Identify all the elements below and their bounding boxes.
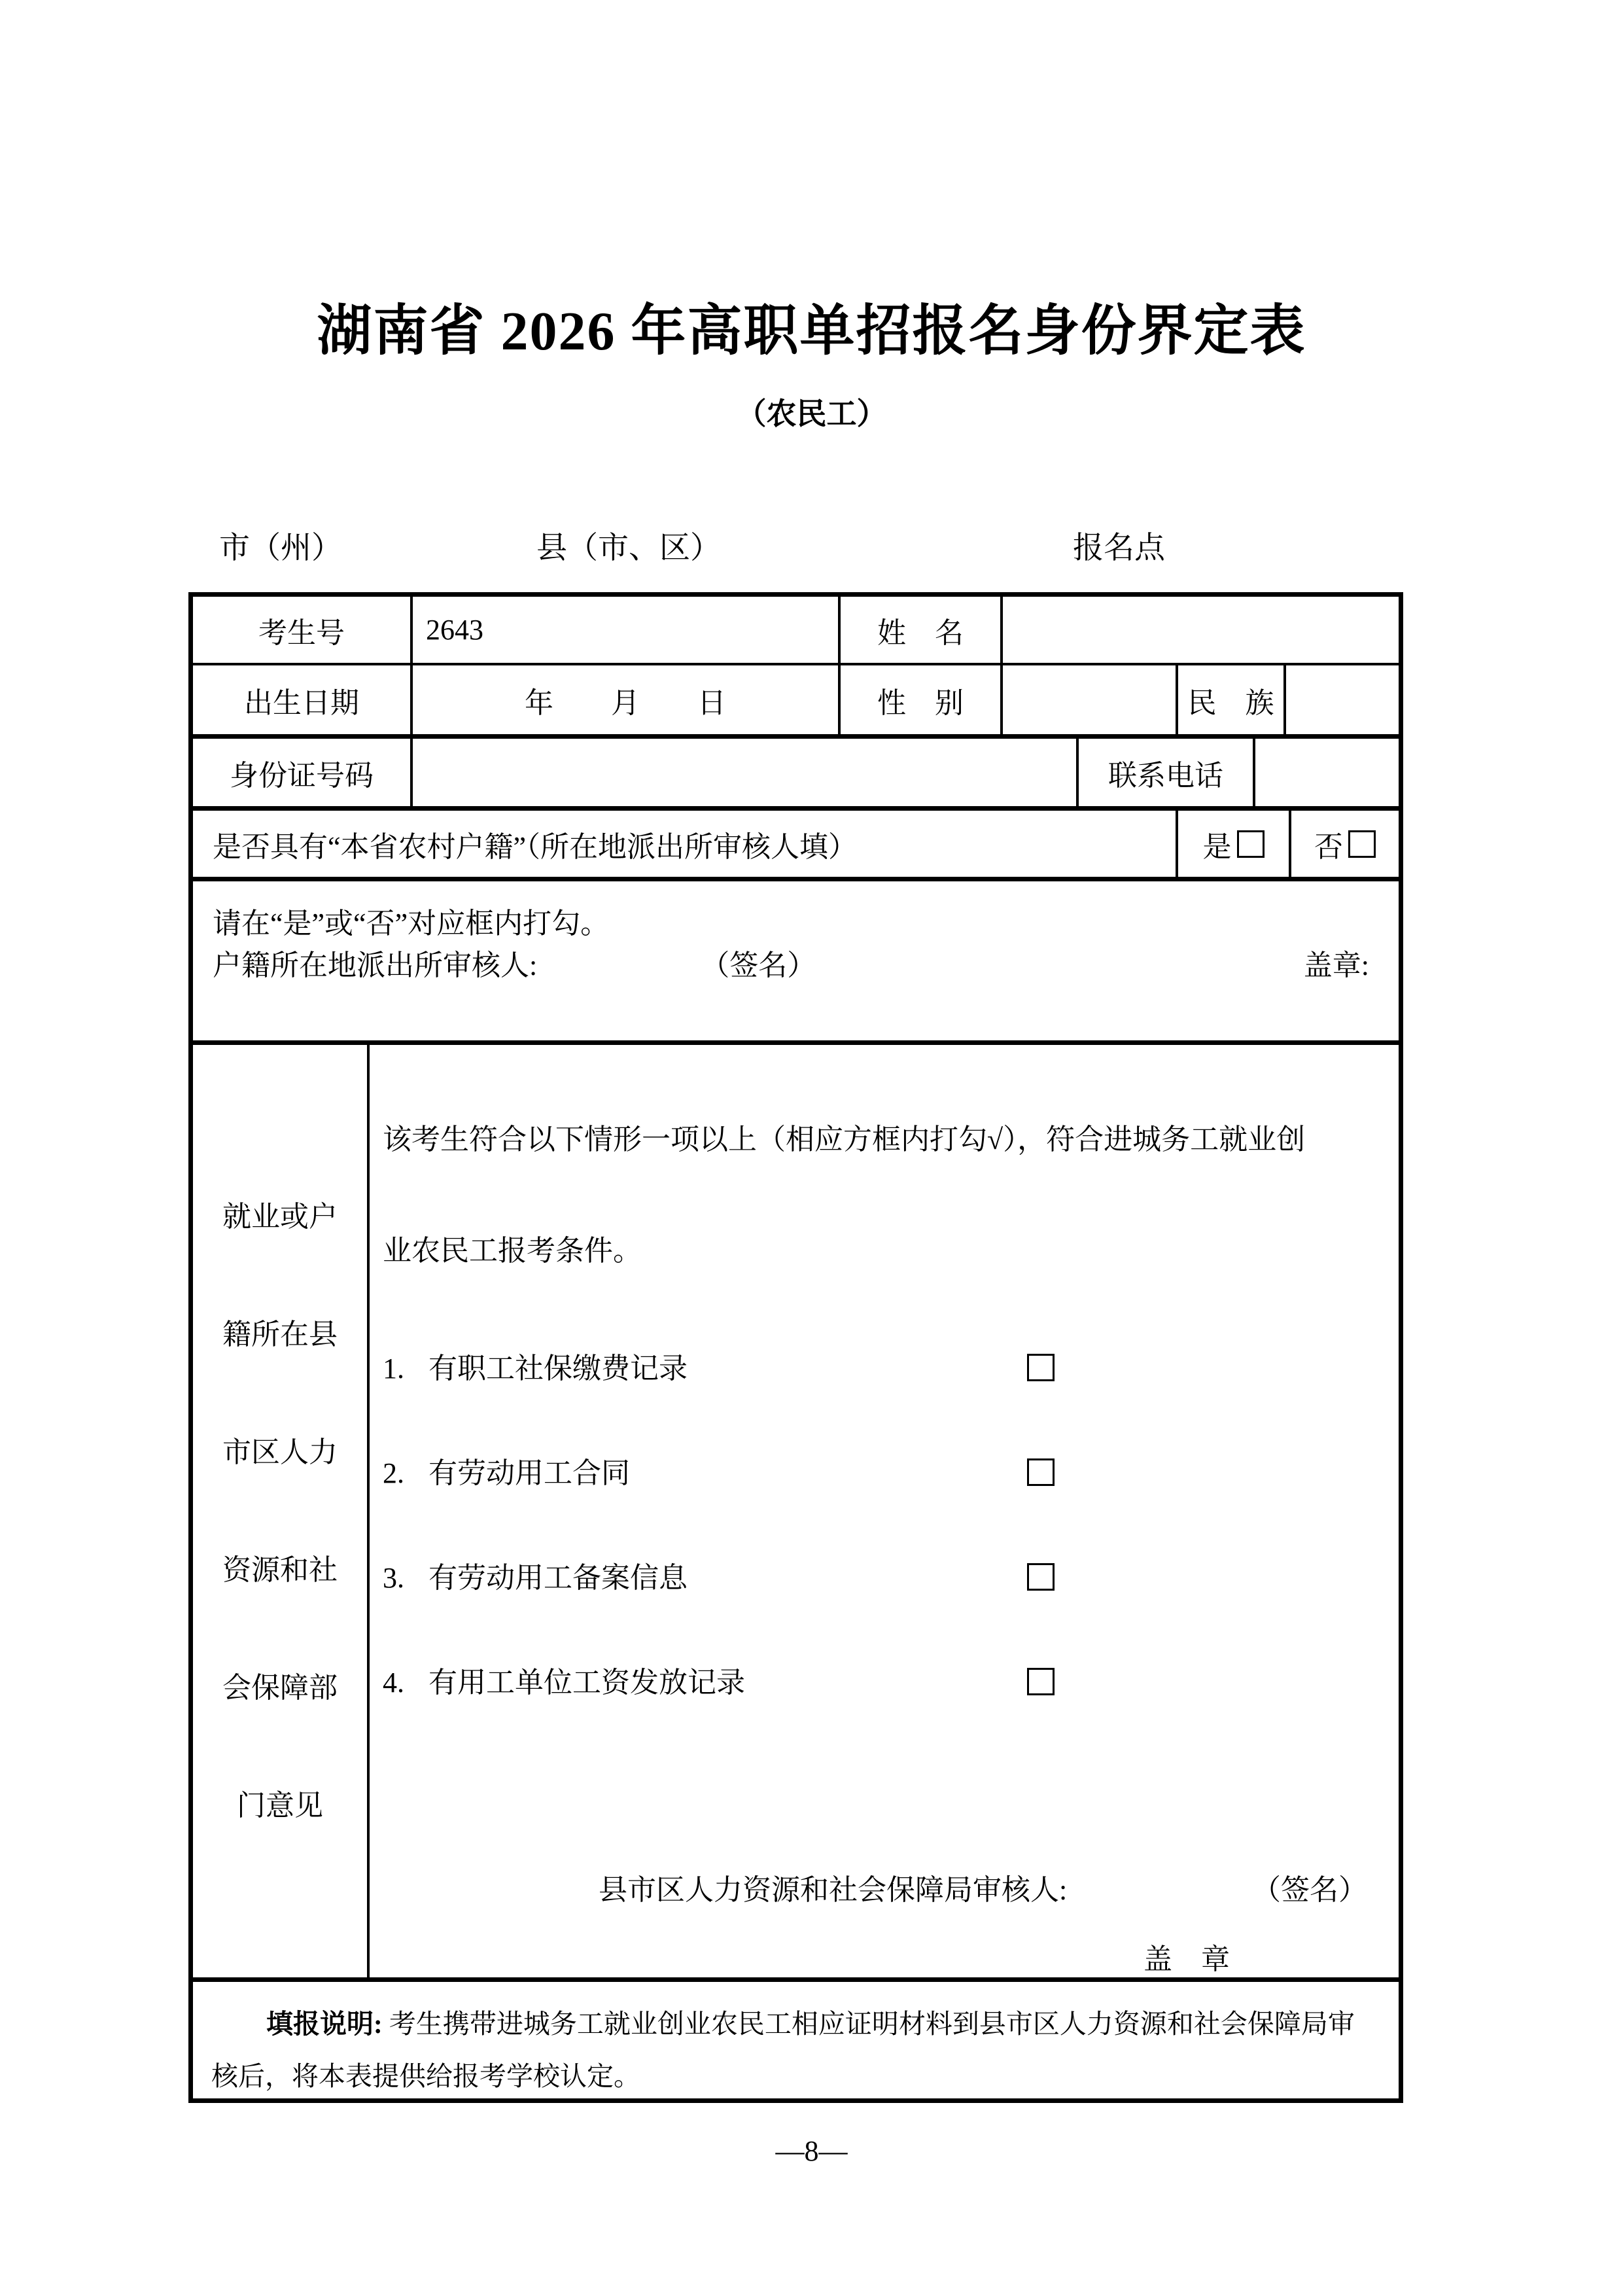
condition-number: 1. [383,1352,404,1385]
row-exam-no [193,597,1399,663]
condition-checkbox-icon[interactable] [1027,1563,1055,1591]
gender-value-cell[interactable] [1000,665,1176,734]
bureau-seal-label[interactable]: 盖 章 [1143,1943,1230,1975]
side-label-line: 资源和社 [222,1553,338,1586]
yes-checkbox-icon[interactable] [1237,830,1265,858]
note-cell [193,1982,1399,2098]
opinion-content-cell [367,1045,1399,1977]
condition-number: 3. [383,1562,404,1594]
condition-list [383,1352,1367,1699]
page-number: —8— [775,2135,848,2167]
ethnic-label-cell: 民 族 [1176,665,1283,734]
fill-instructions [211,1998,1380,2098]
bureau-reviewer-label: 县市区人力资源和社会保障局审核人: [599,1874,1068,1906]
document-title: 湖南省 2026 年高职单招报名身份界定表 [317,301,1306,362]
side-label-line: 门意见 [237,1789,323,1822]
condition-text: 有劳动用工合同 [428,1457,630,1489]
note-text: 考生携带进城务工就业创业农民工相应证明材料到县市区人力资源和社会保障局审核后，将本表提供给报考学校认定。 [211,2009,1355,2091]
condition-number: 2. [383,1457,404,1489]
label-registration-site: 报名点 [1073,531,1165,565]
hukou-question: 是否具有“本省农村户籍”（所在地派出所审核人填） [213,830,858,863]
row-note [193,1977,1399,2098]
opinion-side-label [193,1045,367,1977]
registration-table [188,592,1403,2103]
row-id-phone [193,734,1399,806]
condition-item [383,1352,1367,1385]
exam-no-label-cell: 考生号 [258,616,345,649]
phone-label-cell: 联系电话 [1076,739,1253,806]
condition-item [383,1457,1367,1490]
condition-text: 有职工社保缴费记录 [428,1352,688,1385]
side-label-line: 会保障部 [222,1671,338,1704]
ethnic-value-cell[interactable] [1283,665,1399,734]
side-label-line: 就业或户 [222,1200,338,1233]
document-subtitle: （农民工） [736,397,887,431]
condition-checkbox-icon[interactable] [1027,1668,1055,1695]
id-number-label-cell: 身份证号码 [230,759,374,792]
police-seal-label[interactable]: 盖章: [1303,949,1369,981]
dob-value-cell[interactable]: 年 月 日 [410,665,838,734]
phone-value-cell[interactable] [1253,739,1399,806]
tick-tip: 请在“是”或“否”对应框内打勾。 [213,908,610,940]
side-label-line: 籍所在县 [222,1318,338,1351]
note-label: 填报说明: [266,2009,383,2039]
opinion-intro-line: 业农民工报考条件。 [383,1235,642,1267]
yes-option[interactable] [1176,811,1289,877]
row-birth-gender-ethnic [193,663,1399,734]
no-label: 否 [1314,830,1343,863]
condition-text: 有用工单位工资发放记录 [428,1667,745,1699]
condition-number: 4. [383,1667,404,1699]
condition-checkbox-icon[interactable] [1027,1354,1055,1381]
id-number-value-cell[interactable] [410,739,1076,806]
bureau-sign-label[interactable]: （签名） [1252,1874,1367,1906]
dob-label-cell: 出生日期 [244,686,359,719]
gender-label-cell: 性 别 [838,665,1000,734]
name-value-cell[interactable] [1000,597,1399,663]
opinion-intro [383,1084,1367,1307]
exam-no-value-cell[interactable]: 2643 [410,597,838,663]
header-fill-line [0,523,1623,563]
police-signature-line [213,942,1372,983]
row-hr-opinion [193,1040,1399,1977]
row-hukou-question [193,806,1399,877]
label-county: 县（市、区） [536,531,721,565]
police-reviewer-label: 户籍所在地派出所审核人: [213,949,538,981]
police-sign-label[interactable]: （签名） [701,949,816,981]
yes-label: 是 [1202,830,1232,863]
name-label-cell: 姓 名 [838,597,1000,663]
condition-item [383,1667,1367,1699]
bureau-signature-line [383,1866,1367,1908]
condition-item [383,1562,1367,1595]
no-checkbox-icon[interactable] [1348,830,1376,858]
no-option[interactable] [1289,811,1399,877]
condition-checkbox-icon[interactable] [1027,1458,1055,1486]
row-police-review [193,877,1399,1040]
condition-text: 有劳动用工备案信息 [428,1562,688,1594]
opinion-intro-line: 该考生符合以下情形一项以上（相应方框内打勾√），符合进城务工就业创 [383,1123,1306,1156]
side-label-line: 市区人力 [222,1436,338,1468]
label-city: 市（州） [219,531,342,565]
police-review-cell [193,881,1399,1040]
